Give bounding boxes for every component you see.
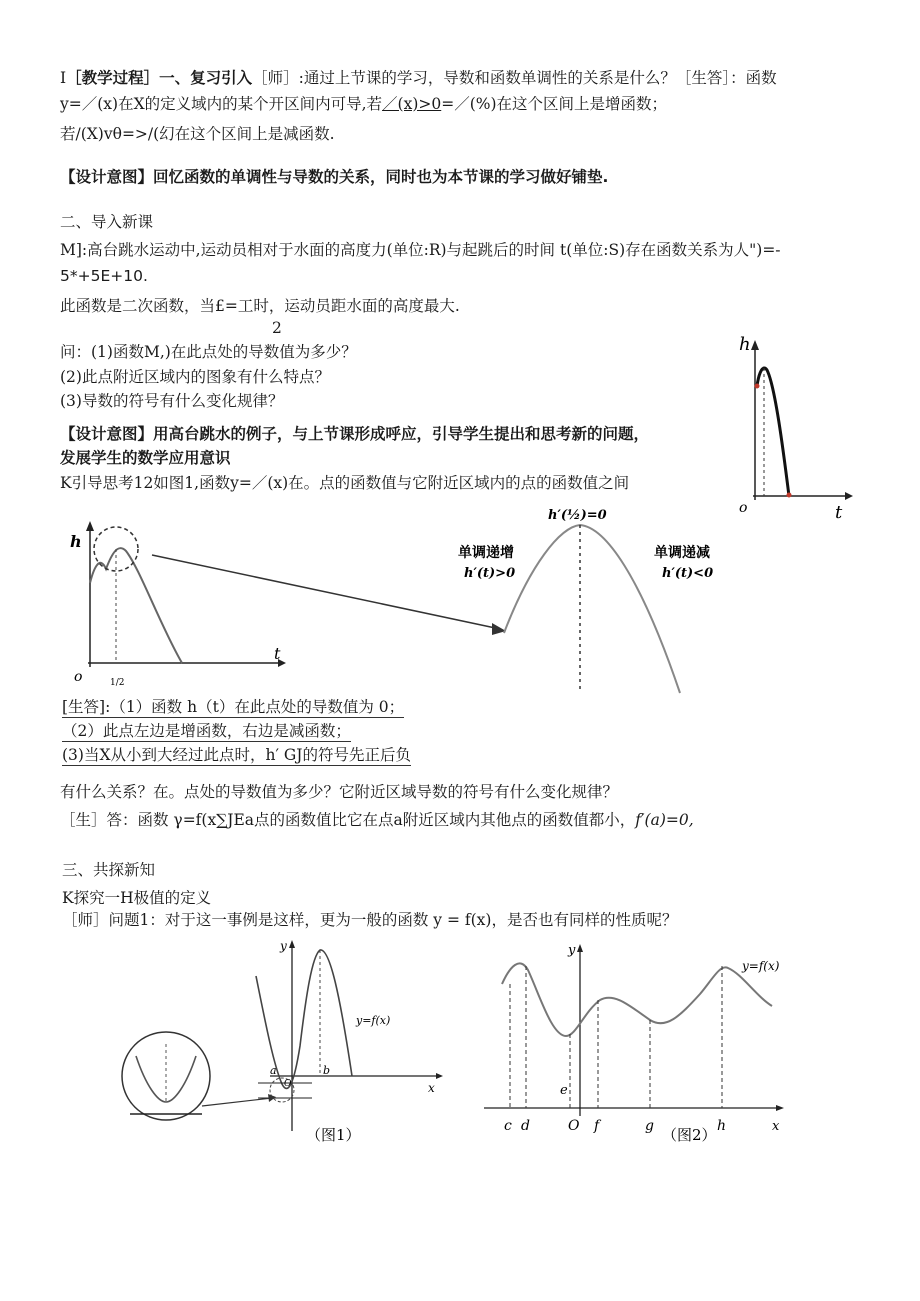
decreasing-condition: h′(t)<0 [662, 566, 714, 581]
question-2: (2)此点附近区域内的图象有什么特点？ [60, 368, 330, 386]
review-text: y=／(x)在X的定义域内的某个开区间内可导,若 [60, 95, 383, 113]
figure-2 [480, 936, 800, 1146]
fig2-caption: （图2） [662, 1126, 717, 1144]
fig2-x-arrow [776, 1105, 784, 1111]
left-origin-label: o [74, 669, 83, 685]
student-answer-2: （2）此点左边是增函数，右边是减函数； [62, 722, 351, 740]
diving-height-graph [735, 328, 855, 523]
fig1-magnifier-pointer [202, 1098, 272, 1106]
diving-line-2: 5*+5E+10. [60, 267, 148, 285]
origin-label: o [739, 500, 748, 516]
section-heading-2: 二、导入新课 [60, 213, 154, 231]
connector-arrow [152, 555, 500, 629]
student-answer-3: (3)当X从小到大经过此点时，h′ GJ的符号先正后负 [62, 746, 412, 764]
review-text: ［师］:通过上节课的学习，导数和函数单调性的关系是什么？［生答］：函数 [252, 69, 777, 87]
half-tick-label: 1/2 [110, 678, 125, 688]
increasing-title: 单调递增 [458, 545, 514, 561]
h-axis-arrow [751, 340, 759, 350]
review-text: =／(%)在这个区间上是增函数； [441, 95, 668, 113]
left-t-label: t [274, 644, 281, 663]
fig2-tick-f: f [594, 1118, 600, 1134]
fig1-x-label: x [428, 1081, 435, 1095]
diving-line-1: M]:高台跳水运动中,运动员相对于水面的高度力(单位:R)与起跳后的时间 t(单位:S)存在函数关系为人")=- [60, 241, 781, 259]
explore-one-title: K探究一H极值的定义 [62, 889, 212, 907]
fig1-b-label: b [323, 1064, 331, 1077]
review-line-3: 若/(X)vθ=>/(幻在这个区间上是减函数. [60, 125, 335, 143]
design-intent-2a: 【设计意图】用高台跳水的例子，与上节课形成呼应，引导学生提出和思考新的问题， [60, 425, 650, 443]
t-label: t [835, 502, 843, 523]
diving-line-3: 此函数是二次函数，当£=工时，运动员距水面的高度最大. [60, 297, 460, 315]
h-label: h [739, 334, 751, 355]
fig2-e-label: e [560, 1083, 568, 1098]
fig2-tick-h: h [717, 1118, 727, 1134]
fig1-y-arrow [289, 940, 295, 948]
design-intent-1: 【设计意图】回忆函数的单调性与导数的关系，同时也为本节课的学习做好铺垫. [60, 168, 609, 186]
review-line-2 [60, 94, 667, 114]
bracket-mark: I [60, 69, 67, 87]
fig2-tick-d: d [521, 1118, 530, 1134]
fig1-a-label: a [270, 1064, 277, 1077]
fig1-func-label: y=f(x) [356, 1014, 391, 1027]
fig1-caption: （图1） [306, 1126, 361, 1144]
left-h-label: h [70, 532, 82, 551]
left-curve [90, 548, 182, 663]
fig2-tick-g: g [645, 1118, 654, 1134]
decreasing-title: 单调递减 [654, 545, 710, 561]
student-answer-1: [生答]:（1）函数 h（t）在此点处的导数值为 0； [62, 698, 405, 716]
section-heading-3: 三、共探新知 [62, 861, 156, 879]
height-curve [757, 368, 789, 496]
fig1-x-arrow [436, 1073, 443, 1079]
guide-thought: K引导思考12如图1,函数y=／(x)在。点的函数值与它附近区域内的点的函数值之间 [60, 474, 630, 492]
increasing-condition: h′(t)>0 [464, 566, 516, 581]
question-relation: 有什么关系？在。点处的导数值为多少？它附近区域导数的符号有什么变化规律？ [60, 783, 619, 801]
fig1-origin-label: O [284, 1079, 292, 1089]
fig2-tick-origin: O [568, 1118, 580, 1134]
derivative-zero: f′(a)=0, [635, 811, 694, 829]
fig2-y-label: y [568, 943, 576, 958]
question-3: (3)导数的符号有什么变化规律？ [60, 392, 284, 410]
teacher-question-1: ［师］问题1：对于这一事例是这样，更为一般的函数 y = f(x)，是否也有同样的性质呢？ [62, 911, 678, 929]
connector-arrowhead [492, 623, 506, 635]
top-derivative-label: h′(½)=0 [548, 508, 607, 523]
student-answer-line [60, 810, 694, 830]
magnified-graph [60, 505, 740, 705]
t-axis-arrow [845, 492, 853, 500]
fraction-denominator: 2 [272, 319, 282, 337]
question-1: 问：(1)函数M,)在此点处的导数值为多少？ [60, 343, 357, 361]
student-answer-text: ［生］答：函数 γ=f(x∑JEa点的函数值比它在点a附近区域内其他点的函数值都小， [60, 811, 636, 829]
left-h-arrow [86, 521, 94, 531]
start-point [755, 384, 760, 389]
fig2-x-label: x [772, 1119, 780, 1134]
fig2-curve [502, 963, 772, 1036]
fig2-tick-c: c [504, 1118, 512, 1134]
fig1-y-label: y [280, 939, 287, 953]
teaching-process-tag: ［教学过程］一、复习引入 [66, 69, 253, 87]
review-line-1 [60, 68, 777, 88]
figure-1 [120, 936, 440, 1146]
condition-underlined: ／(x)>0 [382, 95, 442, 113]
fig2-y-arrow [577, 944, 583, 952]
fig2-func-label: y=f(x) [742, 959, 780, 973]
design-intent-2b: 发展学生的数学应用意识 [60, 449, 231, 467]
end-point [787, 493, 792, 498]
